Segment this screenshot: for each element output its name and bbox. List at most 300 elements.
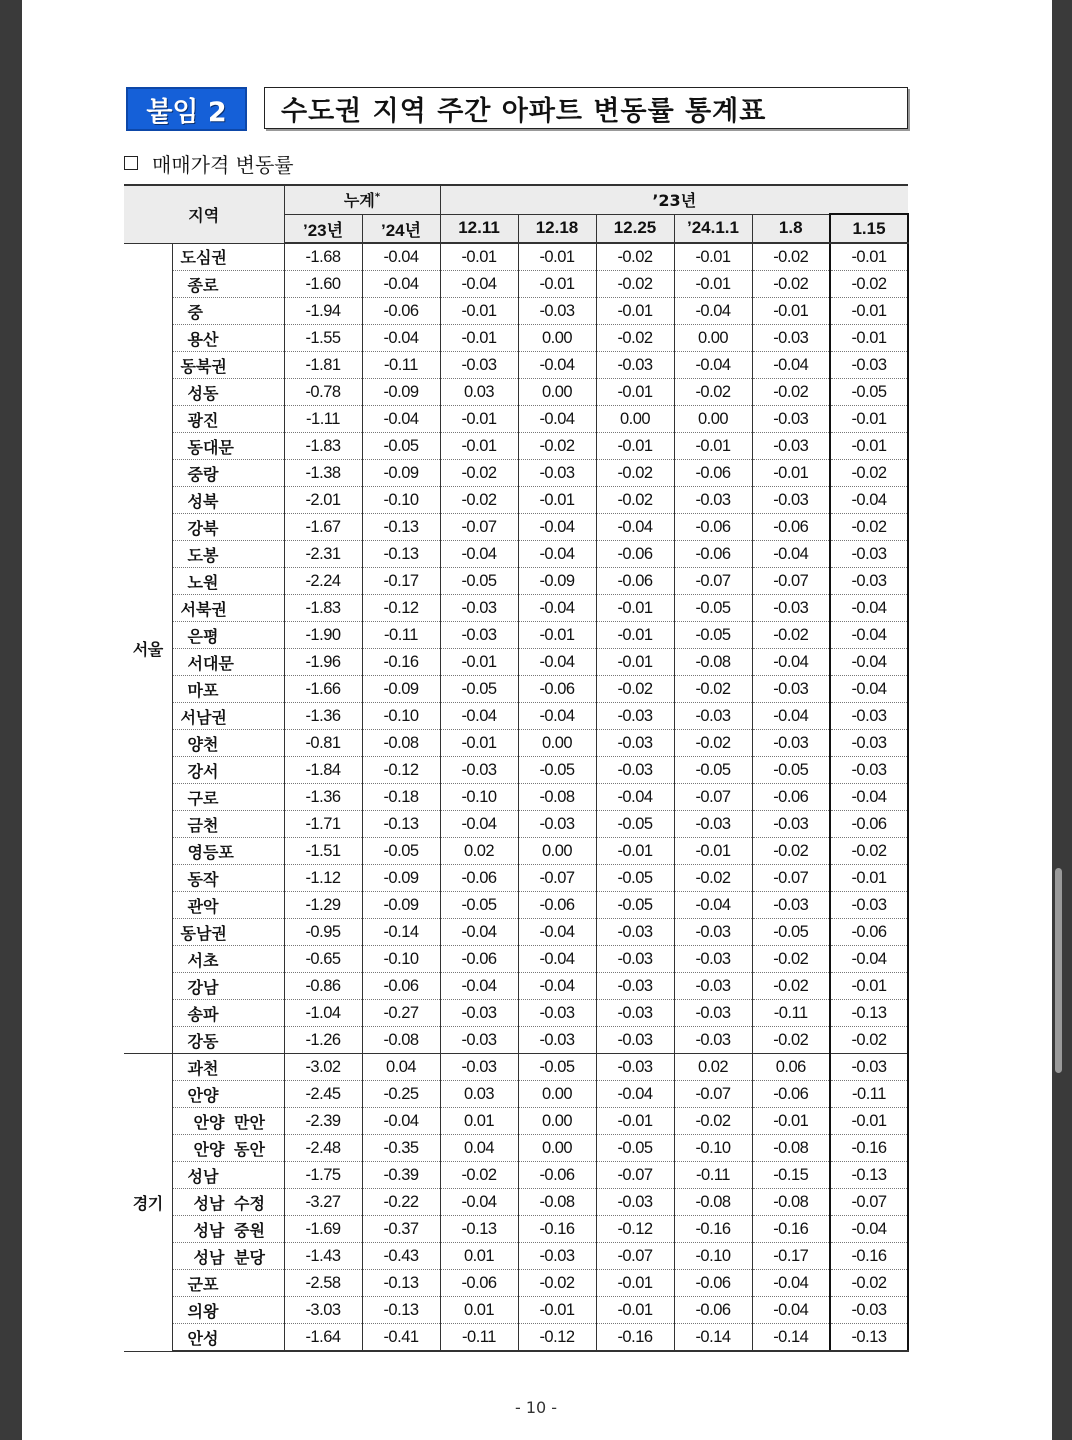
value-cell: -0.02 [596,487,674,514]
value-cell: -0.05 [674,622,752,649]
value-cell: -0.07 [518,865,596,892]
value-cell: 0.06 [752,1054,830,1081]
value-cell: -0.01 [518,1297,596,1324]
value-cell: -0.06 [518,676,596,703]
value-cell: -1.36 [284,784,362,811]
value-cell: -0.02 [674,865,752,892]
value-cell: -0.08 [674,649,752,676]
scrollbar-thumb[interactable] [1055,868,1062,1073]
value-cell: -0.10 [362,703,440,730]
value-cell: -0.02 [440,460,518,487]
value-cell: -0.03 [752,730,830,757]
value-cell: -0.08 [362,1027,440,1054]
value-cell: -0.06 [596,541,674,568]
value-cell: -0.06 [752,1081,830,1108]
value-cell: -0.03 [752,433,830,460]
value-cell: -0.35 [362,1135,440,1162]
value-cell: -0.03 [830,730,908,757]
value-cell: -0.04 [518,649,596,676]
value-cell: -0.04 [830,784,908,811]
value-cell: -0.04 [362,1108,440,1135]
table-row [124,730,908,757]
value-cell: -0.07 [674,568,752,595]
value-cell: -0.04 [752,1270,830,1297]
table-row [124,433,908,460]
value-cell: -0.65 [284,946,362,973]
value-cell: -0.01 [830,433,908,460]
value-cell: -0.06 [596,568,674,595]
area-name: 성남 [172,1162,284,1189]
value-cell: -0.02 [830,271,908,298]
value-cell: -0.03 [518,298,596,325]
value-cell: -0.04 [440,541,518,568]
value-cell: -1.55 [284,325,362,352]
value-cell: -0.03 [830,703,908,730]
value-cell: -0.08 [752,1135,830,1162]
value-cell: -0.01 [440,433,518,460]
area-name: 광진 [172,406,284,433]
value-cell: -1.94 [284,298,362,325]
value-cell: -0.01 [518,243,596,271]
value-cell: -0.01 [752,460,830,487]
value-cell: -0.03 [830,1054,908,1081]
value-cell: -0.11 [752,1000,830,1027]
value-cell: -0.03 [440,1027,518,1054]
value-cell: -1.64 [284,1324,362,1352]
value-cell: -0.03 [596,703,674,730]
value-cell: -0.02 [674,1108,752,1135]
value-cell: -0.01 [674,433,752,460]
table-row [124,1324,908,1352]
value-cell: -0.04 [596,784,674,811]
value-cell: -0.07 [752,568,830,595]
value-cell: -0.14 [752,1324,830,1352]
value-cell: -0.02 [830,1027,908,1054]
value-cell: -0.04 [596,514,674,541]
value-cell: -0.16 [518,1216,596,1243]
value-cell: -0.11 [830,1081,908,1108]
value-cell: 0.00 [596,406,674,433]
value-cell: -0.86 [284,973,362,1000]
area-name: 동남권 [172,919,284,946]
table-row [124,784,908,811]
value-cell: -0.05 [752,757,830,784]
value-cell: -0.02 [752,622,830,649]
value-cell: -0.01 [596,433,674,460]
value-cell: -0.03 [830,541,908,568]
value-cell: -0.10 [674,1243,752,1270]
value-cell: -0.03 [596,1054,674,1081]
value-cell: -1.11 [284,406,362,433]
value-cell: -0.06 [830,919,908,946]
value-cell: -0.03 [596,973,674,1000]
value-cell: -0.01 [596,622,674,649]
table-row [124,298,908,325]
area-name: 양천 [172,730,284,757]
value-cell: 0.00 [518,379,596,406]
value-cell: 0.04 [440,1135,518,1162]
value-cell: -0.03 [752,487,830,514]
value-cell: -1.81 [284,352,362,379]
value-cell: 0.02 [674,1054,752,1081]
value-cell: -1.71 [284,811,362,838]
value-cell: -0.12 [596,1216,674,1243]
value-cell: -0.07 [596,1243,674,1270]
value-cell: -0.03 [830,1297,908,1324]
value-cell: -0.02 [830,1270,908,1297]
value-cell: -0.39 [362,1162,440,1189]
value-cell: -1.67 [284,514,362,541]
value-cell: 0.00 [518,1135,596,1162]
value-cell: -0.04 [518,595,596,622]
table-row [124,1027,908,1054]
header-col-6: 1.8 [752,214,830,243]
value-cell: 0.02 [440,838,518,865]
value-cell: -0.13 [830,1162,908,1189]
value-cell: -0.09 [362,379,440,406]
value-cell: -0.01 [518,622,596,649]
value-cell: -0.01 [596,1108,674,1135]
value-cell: -1.69 [284,1216,362,1243]
value-cell: -0.01 [440,243,518,271]
table-row [124,1081,908,1108]
attachment-badge: 붙임 2 [126,87,247,131]
table-row [124,1054,908,1081]
area-name: 강동 [172,1027,284,1054]
value-cell: -0.95 [284,919,362,946]
value-cell: -2.48 [284,1135,362,1162]
value-cell: -0.01 [830,298,908,325]
value-cell: -0.04 [518,406,596,433]
value-cell: -0.04 [518,703,596,730]
value-cell: -0.78 [284,379,362,406]
value-cell: -0.02 [674,730,752,757]
value-cell: -0.13 [362,514,440,541]
value-cell: -1.04 [284,1000,362,1027]
value-cell: -0.02 [752,271,830,298]
value-cell: -0.01 [674,271,752,298]
value-cell: -0.13 [362,1297,440,1324]
value-cell: -0.04 [440,919,518,946]
value-cell: -0.04 [752,541,830,568]
table-row [124,676,908,703]
area-name: 노원 [172,568,284,595]
table-row [124,973,908,1000]
value-cell: -0.04 [440,811,518,838]
area-name: 성남 중원 [172,1216,284,1243]
value-cell: -0.04 [362,325,440,352]
value-cell: -0.81 [284,730,362,757]
header-year-group: ’23년 [440,185,908,214]
area-name: 성북 [172,487,284,514]
area-name: 금천 [172,811,284,838]
value-cell: -0.04 [362,243,440,271]
value-cell: -0.04 [518,541,596,568]
value-cell: -0.04 [518,919,596,946]
header-col-0: ’23년 [284,214,362,243]
value-cell: -0.04 [830,676,908,703]
value-cell: -0.01 [518,271,596,298]
value-cell: -0.05 [596,811,674,838]
value-cell: -0.06 [362,298,440,325]
value-cell: -0.03 [674,811,752,838]
table-row [124,838,908,865]
value-cell: -0.01 [674,838,752,865]
value-cell: -0.06 [674,460,752,487]
value-cell: -0.01 [596,1270,674,1297]
value-cell: -0.17 [362,568,440,595]
value-cell: -0.05 [362,838,440,865]
area-name: 은평 [172,622,284,649]
table-row [124,1108,908,1135]
value-cell: -1.29 [284,892,362,919]
value-cell: -0.01 [596,649,674,676]
value-cell: -0.12 [518,1324,596,1352]
value-cell: 0.00 [518,1108,596,1135]
value-cell: -0.01 [596,1297,674,1324]
value-cell: -0.06 [440,865,518,892]
value-cell: -0.03 [674,487,752,514]
value-cell: -3.27 [284,1189,362,1216]
value-cell: 0.04 [362,1054,440,1081]
value-cell: -0.16 [596,1324,674,1352]
value-cell: -0.04 [830,946,908,973]
table-row [124,1189,908,1216]
value-cell: -0.05 [362,433,440,460]
area-name: 서대문 [172,649,284,676]
value-cell: -0.02 [830,514,908,541]
area-name: 동북권 [172,352,284,379]
value-cell: -0.03 [440,1054,518,1081]
value-cell: -3.02 [284,1054,362,1081]
value-cell: -0.06 [674,541,752,568]
value-cell: -0.01 [752,298,830,325]
value-cell: -1.84 [284,757,362,784]
value-cell: -0.09 [362,865,440,892]
value-cell: -0.43 [362,1243,440,1270]
value-cell: -0.09 [518,568,596,595]
value-cell: -0.04 [830,622,908,649]
value-cell: -0.11 [674,1162,752,1189]
page-number: - 10 - [514,1398,558,1417]
value-cell: 0.00 [674,325,752,352]
value-cell: -0.07 [674,784,752,811]
value-cell: -0.03 [752,325,830,352]
value-cell: -0.09 [362,892,440,919]
area-name: 의왕 [172,1297,284,1324]
value-cell: -0.03 [752,595,830,622]
value-cell: -0.27 [362,1000,440,1027]
header-col-5: ’24.1.1 [674,214,752,243]
value-cell: -0.04 [518,946,596,973]
value-cell: -0.41 [362,1324,440,1352]
value-cell: -0.01 [440,325,518,352]
area-name: 성동 [172,379,284,406]
value-cell: -0.03 [752,892,830,919]
header-col-1: ’24년 [362,214,440,243]
value-cell: -0.15 [752,1162,830,1189]
price-change-table-container [124,184,909,1352]
price-change-table [124,184,909,1352]
value-cell: -0.01 [596,379,674,406]
value-cell: -0.16 [362,649,440,676]
table-row [124,595,908,622]
value-cell: -0.06 [440,946,518,973]
value-cell: 0.00 [518,838,596,865]
value-cell: -0.02 [752,243,830,271]
value-cell: -0.03 [752,676,830,703]
value-cell: -0.04 [596,1081,674,1108]
region-label: 서울 [124,243,172,1054]
table-row [124,487,908,514]
value-cell: -1.12 [284,865,362,892]
value-cell: -0.03 [674,946,752,973]
value-cell: -0.18 [362,784,440,811]
value-cell: -0.03 [518,1243,596,1270]
value-cell: -0.07 [596,1162,674,1189]
table-row [124,1135,908,1162]
area-name: 안양 [172,1081,284,1108]
value-cell: -0.03 [518,460,596,487]
value-cell: -0.13 [362,541,440,568]
value-cell: -0.01 [518,487,596,514]
value-cell: -0.02 [440,487,518,514]
value-cell: -0.01 [440,298,518,325]
value-cell: -2.58 [284,1270,362,1297]
value-cell: -0.04 [518,514,596,541]
value-cell: -1.43 [284,1243,362,1270]
value-cell: -0.02 [596,271,674,298]
checkbox-icon [124,156,138,170]
value-cell: -0.04 [440,271,518,298]
value-cell: -0.07 [674,1081,752,1108]
value-cell: -1.83 [284,595,362,622]
value-cell: -0.02 [518,1270,596,1297]
value-cell: -0.05 [440,892,518,919]
value-cell: -0.06 [518,1162,596,1189]
area-name: 동작 [172,865,284,892]
value-cell: -0.01 [752,1108,830,1135]
value-cell: -0.02 [752,946,830,973]
value-cell: -0.04 [440,973,518,1000]
value-cell: -0.03 [674,973,752,1000]
value-cell: 0.00 [674,406,752,433]
value-cell: -0.01 [830,865,908,892]
value-cell: 0.00 [518,1081,596,1108]
header-region: 지역 [124,185,284,243]
area-name: 영등포 [172,838,284,865]
area-name: 성남 수정 [172,1189,284,1216]
value-cell: -0.07 [752,865,830,892]
value-cell: -0.03 [596,919,674,946]
value-cell: -0.12 [362,595,440,622]
area-name: 성남 분당 [172,1243,284,1270]
value-cell: -0.01 [830,243,908,271]
table-row [124,1000,908,1027]
value-cell: -0.37 [362,1216,440,1243]
value-cell: -0.17 [752,1243,830,1270]
value-cell: -0.11 [362,622,440,649]
table-row [124,622,908,649]
table-row [124,352,908,379]
value-cell: -0.03 [752,811,830,838]
table-row [124,325,908,352]
value-cell: -0.03 [830,757,908,784]
area-name: 구로 [172,784,284,811]
area-name: 강남 [172,973,284,1000]
value-cell: -0.05 [596,892,674,919]
value-cell: -0.13 [362,811,440,838]
value-cell: -1.51 [284,838,362,865]
value-cell: -0.02 [752,379,830,406]
value-cell: -0.16 [830,1135,908,1162]
value-cell: -0.03 [830,568,908,595]
value-cell: -0.04 [830,487,908,514]
value-cell: -1.75 [284,1162,362,1189]
value-cell: -0.03 [440,352,518,379]
value-cell: -0.03 [518,811,596,838]
table-row [124,811,908,838]
value-cell: -0.02 [596,243,674,271]
value-cell: -0.10 [362,487,440,514]
value-cell: -0.16 [830,1243,908,1270]
value-cell: -0.02 [830,838,908,865]
value-cell: -0.02 [830,460,908,487]
table-body [124,243,908,1351]
table-row [124,865,908,892]
value-cell: -0.22 [362,1189,440,1216]
value-cell: -0.03 [440,622,518,649]
value-cell: -0.16 [674,1216,752,1243]
value-cell: -0.04 [674,892,752,919]
value-cell: -0.06 [752,784,830,811]
area-name: 송파 [172,1000,284,1027]
header-cumulative-label: 누계 [343,191,375,211]
header-cumulative [284,185,440,214]
value-cell: 0.03 [440,379,518,406]
value-cell: -0.02 [752,838,830,865]
value-cell: -2.31 [284,541,362,568]
value-cell: -0.08 [518,784,596,811]
value-cell: -2.45 [284,1081,362,1108]
value-cell: -0.04 [830,1216,908,1243]
value-cell: -0.03 [596,730,674,757]
table-row [124,757,908,784]
value-cell: -0.05 [752,919,830,946]
value-cell: -0.10 [362,946,440,973]
value-cell: -0.06 [674,1297,752,1324]
value-cell: -0.05 [518,1054,596,1081]
value-cell: -0.02 [752,973,830,1000]
value-cell: -0.03 [440,757,518,784]
value-cell: -0.04 [518,352,596,379]
area-name: 강서 [172,757,284,784]
value-cell: -0.04 [440,703,518,730]
value-cell: -0.03 [596,946,674,973]
value-cell: -0.04 [674,352,752,379]
area-name: 도심권 [172,243,284,271]
value-cell: -1.96 [284,649,362,676]
value-cell: -1.90 [284,622,362,649]
value-cell: -0.01 [596,595,674,622]
value-cell: -0.05 [674,595,752,622]
value-cell: -0.03 [596,1000,674,1027]
value-cell: -0.06 [752,514,830,541]
value-cell: -0.01 [440,406,518,433]
value-cell: -0.08 [752,1189,830,1216]
value-cell: -2.24 [284,568,362,595]
value-cell: -0.13 [440,1216,518,1243]
